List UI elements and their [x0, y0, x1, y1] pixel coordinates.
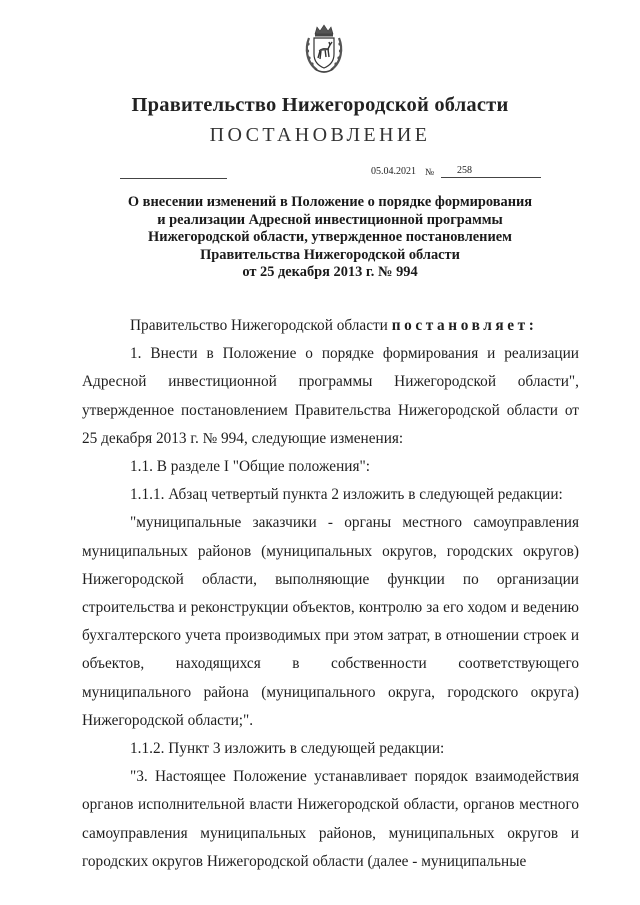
subject-line: Нижегородской области, утвержденное постановлением	[148, 229, 512, 245]
document-date: 05.04.2021	[371, 166, 416, 177]
body-paragraph: "3. Настоящее Положение устанавливает порядок взаимодействия органов исполнительной власти Нижегородской области, органов местного самоуправления муниципальных районов, муниципальных округов и городских округов Нижегородской области (далее - муниципальные	[82, 768, 579, 870]
document-type: ПОСТАНОВЛЕНИЕ	[209, 124, 431, 146]
preamble-verb: постановляет:	[391, 317, 538, 334]
document-subject	[100, 194, 560, 282]
signature-line	[120, 178, 227, 179]
subject-line: от 25 декабря 2013 г. № 994	[242, 264, 418, 280]
government-title: Правительство Нижегородской области	[131, 94, 509, 116]
body-paragraph: 1.1. В разделе I "Общие положения":	[130, 458, 370, 476]
subject-line: Правительства Нижегородской области	[200, 246, 460, 263]
document-number: 258	[441, 165, 541, 178]
coat-of-arms-icon	[303, 24, 345, 74]
number-sign: №	[425, 168, 435, 178]
subject-line: и реализации Адресной инвестиционной программы	[157, 211, 503, 228]
subject-line: О внесении изменений в Положение о порядке формирования	[127, 194, 533, 210]
body-paragraph: 1.1.1. Абзац четвертый пункта 2 изложить в следующей редакции:	[130, 486, 563, 504]
preamble	[82, 312, 579, 340]
body-paragraph: 1. Внести в Положение о порядке формирования и реализации Адресной инвестиционной программы Нижегородской области", утвержденное постановлением Правительства Нижегородской области от 25 декабря 2013 г. № 994, следующие изменения:	[82, 345, 579, 447]
body-paragraph: "муниципальные заказчики - органы местного самоуправления муниципальных районов (муниципальных округов, городских округов) Нижегородской области, выполняющие функции по организации строительства и реконструкции объектов, контролю за его ходом и ведению бухгалтерского учета производимых при этом затрат, в отношении строек и объектов, находящихся в собственности соответствующего муниципального района (муниципального округа, городского округа) Нижегородской области;".	[82, 514, 579, 729]
body-paragraph: 1.1.2. Пункт 3 изложить в следующей редакции:	[130, 740, 445, 758]
preamble-text: Правительство Нижегородской области	[130, 317, 392, 334]
document-body	[82, 312, 579, 876]
